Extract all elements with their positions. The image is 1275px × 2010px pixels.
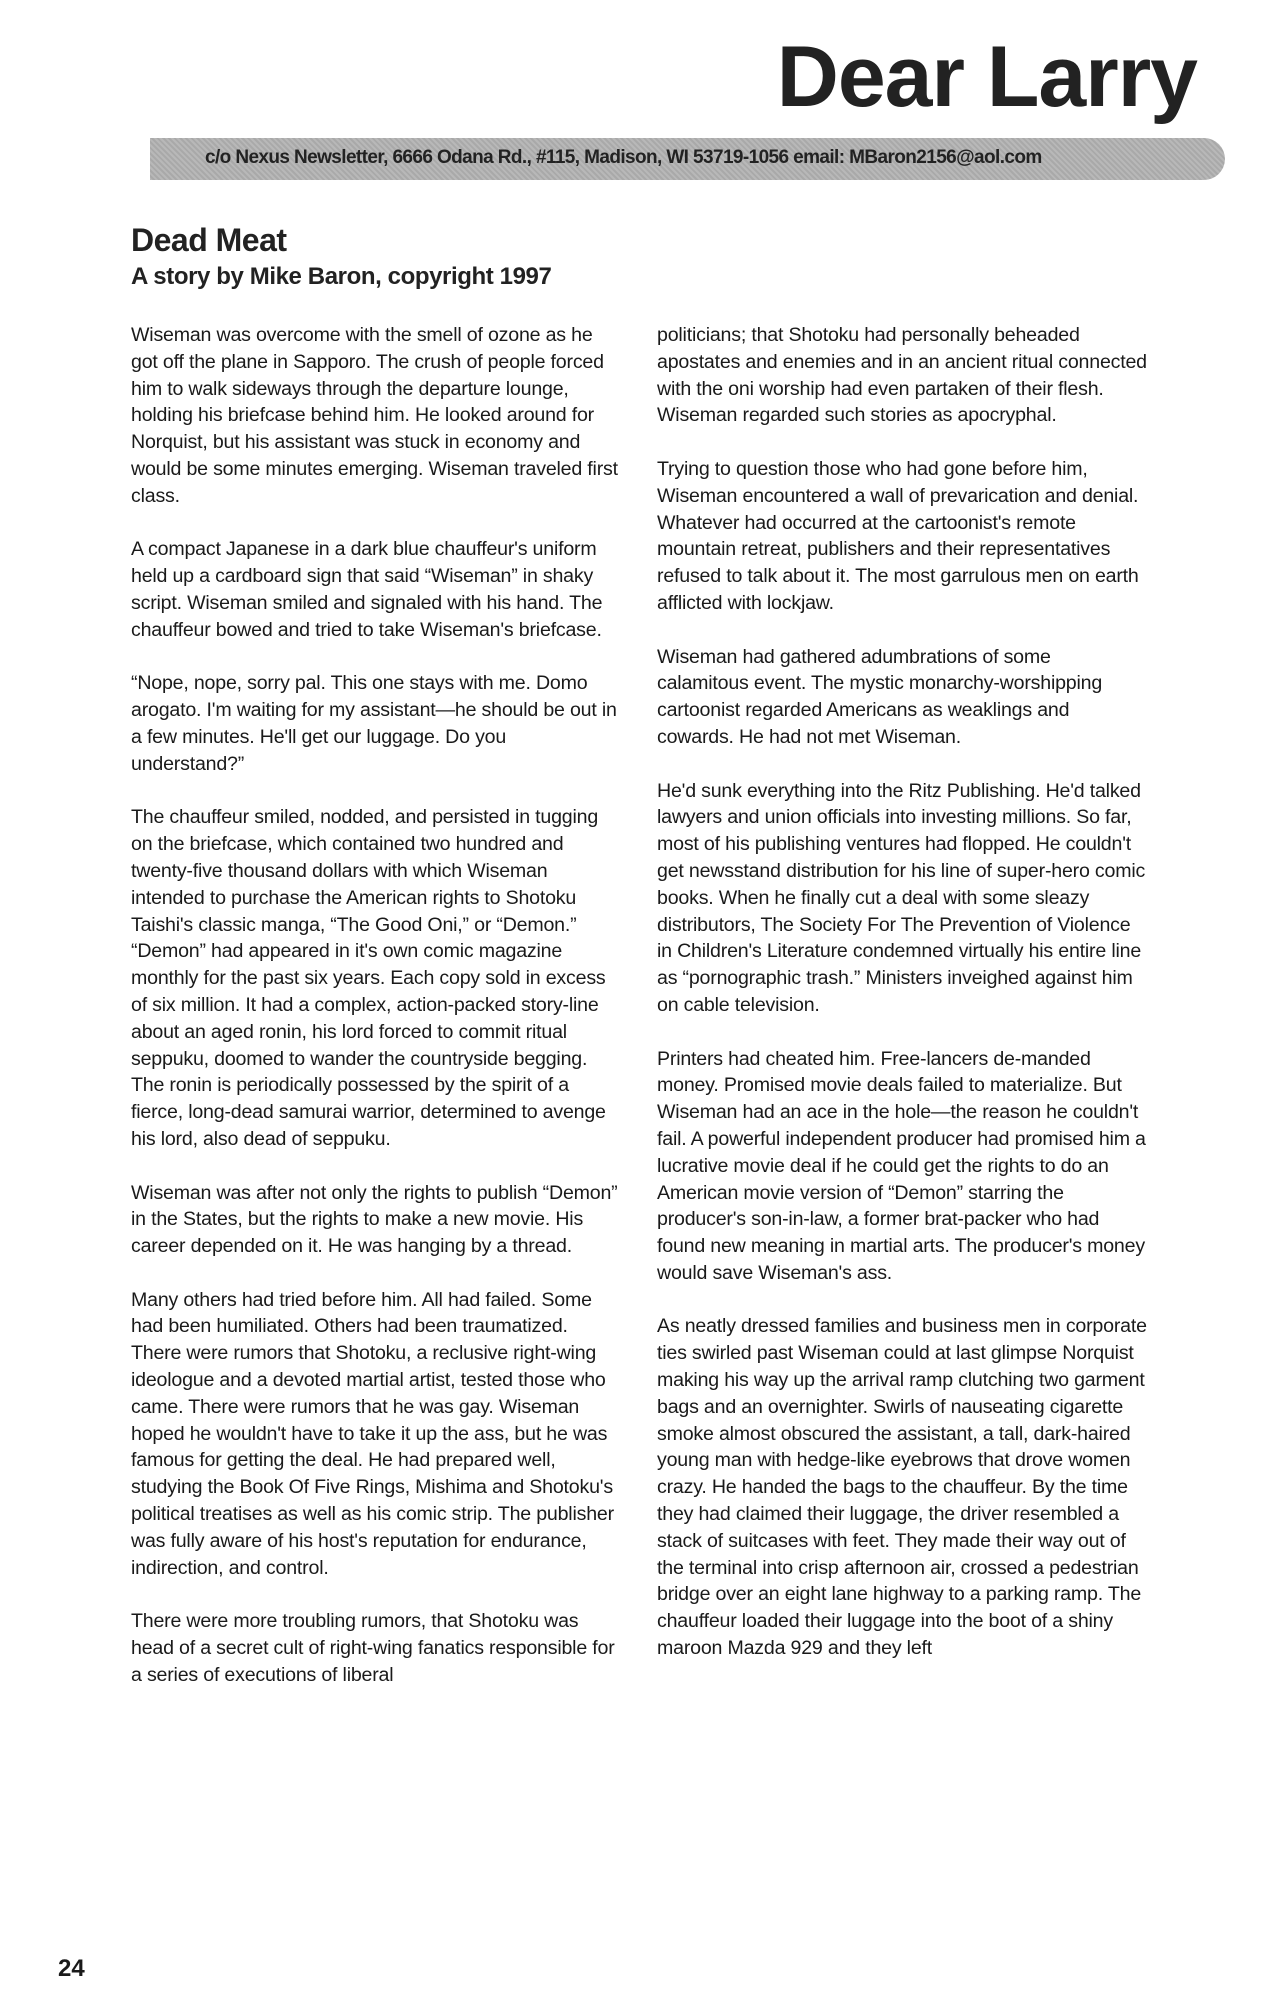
story-byline: A story by Mike Baron, copyright 1997 [131,263,552,290]
column-title: Dear Larry [776,29,1197,125]
story-title: Dead Meat [131,222,287,258]
contact-address: c/o Nexus Newsletter, 6666 Odana Rd., #115, Madison, WI 53719-1056 email: MBaron2156@aol.com [205,147,1042,168]
address-banner [150,138,1225,180]
paragraph: He'd sunk everything into the Ritz Publishing. He'd talked lawyers and union officials into investing millions. So far, most of his publishing ventures had flopped. He couldn't get newsstand distribution for his line of super-hero comic books. When he finally cut a deal with some sleazy distributors, The Society For The Prevention of Violence in Children's Literature condemned virtually his entire line as “pornographic trash.” Ministers inveighed against him on cable television. [657,779,1146,1016]
paragraph: A compact Japanese in a dark blue chauffeur's uniform held up a cardboard sign that said “Wiseman” in shaky script. Wiseman smiled and signaled with his hand. The chauffeur bowed and tried to take Wiseman's briefcase. [131,538,603,641]
paragraph: There were more troubling rumors, that Shotoku was head of a secret cult of right-wing fanatics responsible for a series of executions of liberal [131,1610,615,1686]
page-number: 24 [58,1955,85,1982]
left-column [131,322,621,1715]
paragraph: Printers had cheated him. Free-lancers de-manded money. Promised movie deals failed to materialize. But Wiseman had an ace in the hole—the reason he couldn't fail. A powerful independent producer had promised him a lucrative movie deal if he could get the rights to do an American movie version of “Demon” starring the producer's son-in-law, a former brat-packer who had found new meaning in martial arts. The producer's money would save Wiseman's ass. [657,1047,1146,1284]
paragraph: politicians; that Shotoku had personally beheaded apostates and enemies and in an ancient ritual connected with the oni worship had even partaken of their flesh. Wiseman regarded such stories as apocryphal. [657,324,1147,427]
paragraph: Trying to question those who had gone before him, Wiseman encountered a wall of prevarication and denial. Whatever had occurred at the cartoonist's remote mountain retreat, publishers and their representatives refused to talk about it. The most garrulous men on earth afflicted with lockjaw. [657,457,1139,614]
paragraph: Wiseman was overcome with the smell of ozone as he got off the plane in Sapporo. The crush of people forced him to walk sideways through the departure lounge, holding his briefcase behind him. He looked around for Norquist, but his assistant was stuck in economy and would be some minutes emerging. Wiseman traveled first class. [131,324,618,507]
right-column [657,322,1147,1689]
paragraph: Wiseman had gathered adumbrations of some calamitous event. The mystic monarchy-worshipping cartoonist regarded Americans as weaklings and cowards. He had not met Wiseman. [657,645,1103,748]
paragraph: Wiseman was after not only the rights to publish “Demon” in the States, but the rights to make a new movie. His career depended on it. He was hanging by a thread. [131,1181,618,1258]
paragraph: The chauffeur smiled, nodded, and persisted in tugging on the briefcase, which contained two hundred and twenty-five thousand dollars with which Wiseman intended to purchase the American rights to Shotoku Taishi's classic manga, “The Good Oni,” or “Demon.” “Demon” had appeared in it's own comic magazine monthly for the past six years. Each copy sold in excess of six million. It had a complex, action-packed story-line about an aged ronin, his lord forced to commit ritual seppuku, doomed to wander the countryside begging. The ronin is periodically possessed by the spirit of a fierce, long-dead samurai warrior, determined to avenge his lord, also dead of seppuku. [131,806,606,1150]
paragraph: “Nope, nope, sorry pal. This one stays with me. Domo arogato. I'm waiting for my assistant—he should be out in a few minutes. He'll get our luggage. Do you understand?” [131,672,617,775]
paragraph: Many others had tried before him. All had failed. Some had been humiliated. Others had been traumatized. There were rumors that Shotoku, a reclusive right-wing ideologue and a devoted martial artist, tested those who came. There were rumors that he was gay. Wiseman hoped he wouldn't have to take it up the ass, but he was famous for getting the deal. He had prepared well, studying the Book Of Five Rings, Mishima and Shotoku's political treatises as well as his comic strip. The publisher was fully aware of his host's reputation for endurance, indirection, and control. [131,1288,614,1579]
paragraph: As neatly dressed families and business men in corporate ties swirled past Wiseman could at last glimpse Norquist making his way up the arrival ramp clutching two garment bags and an overnighter. Swirls of nauseating cigarette smoke almost obscured the assistant, a tall, dark-haired young man with hedge-like eyebrows that drove women crazy. He handed the bags to the chauffeur. By the time they had claimed their luggage, the driver resembled a stack of suitcases with feet. They made their way out of the terminal into crisp afternoon air, crossed a pedestrian bridge over an eight lane highway to a parking ramp. The chauffeur loaded their luggage into the boot of a shiny maroon Mazda 929 and they left [657,1315,1147,1660]
